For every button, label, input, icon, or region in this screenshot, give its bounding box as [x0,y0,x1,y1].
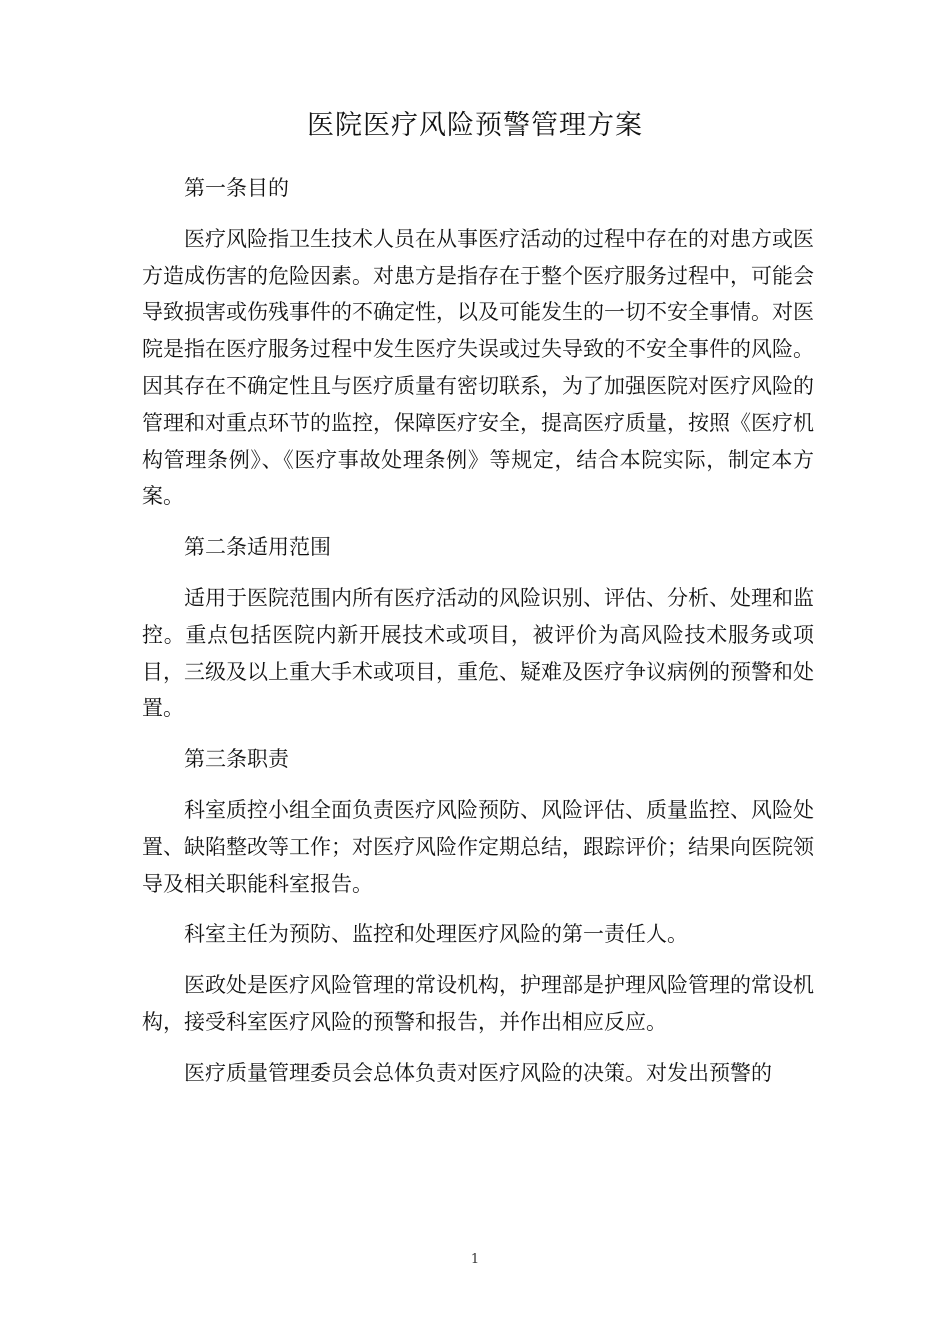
section-heading-scope: 第二条适用范围 [184,535,331,560]
paragraph-duties-committee: 医疗质量管理委员会总体负责对医疗风险的决策。对发出预警的 [184,1060,772,1085]
document-body [142,170,814,1106]
paragraph-scope: 适用于医院范围内所有医疗活动的风险识别、评估、分析、处理和监控。重点包括医院内新开展技术或项目，被评价为高风险技术服务或项目，三级及以上重大手术或项目，重危、疑难及医疗争议病例的预警和处置。 [142,585,814,721]
section-heading-duties: 第三条职责 [184,747,289,772]
page-number: 1 [470,1252,480,1267]
paragraph-purpose: 医疗风险指卫生技术人员在从事医疗活动的过程中存在的对患方或医方造成伤害的危险因素。对患方是指存在于整个医疗服务过程中，可能会导致损害或伤残事件的不确定性，以及可能发生的一切不安全事情。对医院是指在医疗服务过程中发生医疗失误或过失导致的不安全事件的风险。因其存在不确定性且与医疗质量有密切联系，为了加强医院对医疗风险的管理和对重点环节的监控，保障医疗安全，提高医疗质量，按照《医疗机构管理条例》、《医疗事故处理条例》等规定，结合本院实际，制定本方案。 [142,226,814,509]
paragraph-duties-director: 科室主任为预防、监控和处理医疗风险的第一责任人。 [184,922,688,947]
paragraph-duties-medical-office: 医政处是医疗风险管理的常设机构，护理部是护理风险管理的常设机构，接受科室医疗风险的预警和报告，并作出相应反应。 [142,973,814,1034]
section-heading-purpose: 第一条目的 [184,176,289,200]
paragraph-duties-quality-group: 科室质控小组全面负责医疗风险预防、风险评估、质量监控、风险处置、缺陷整改等工作；对医疗风险作定期总结，跟踪评价；结果向医院领导及相关职能科室报告。 [142,797,814,896]
document-title: 医院医疗风险预警管理方案 [307,110,643,141]
